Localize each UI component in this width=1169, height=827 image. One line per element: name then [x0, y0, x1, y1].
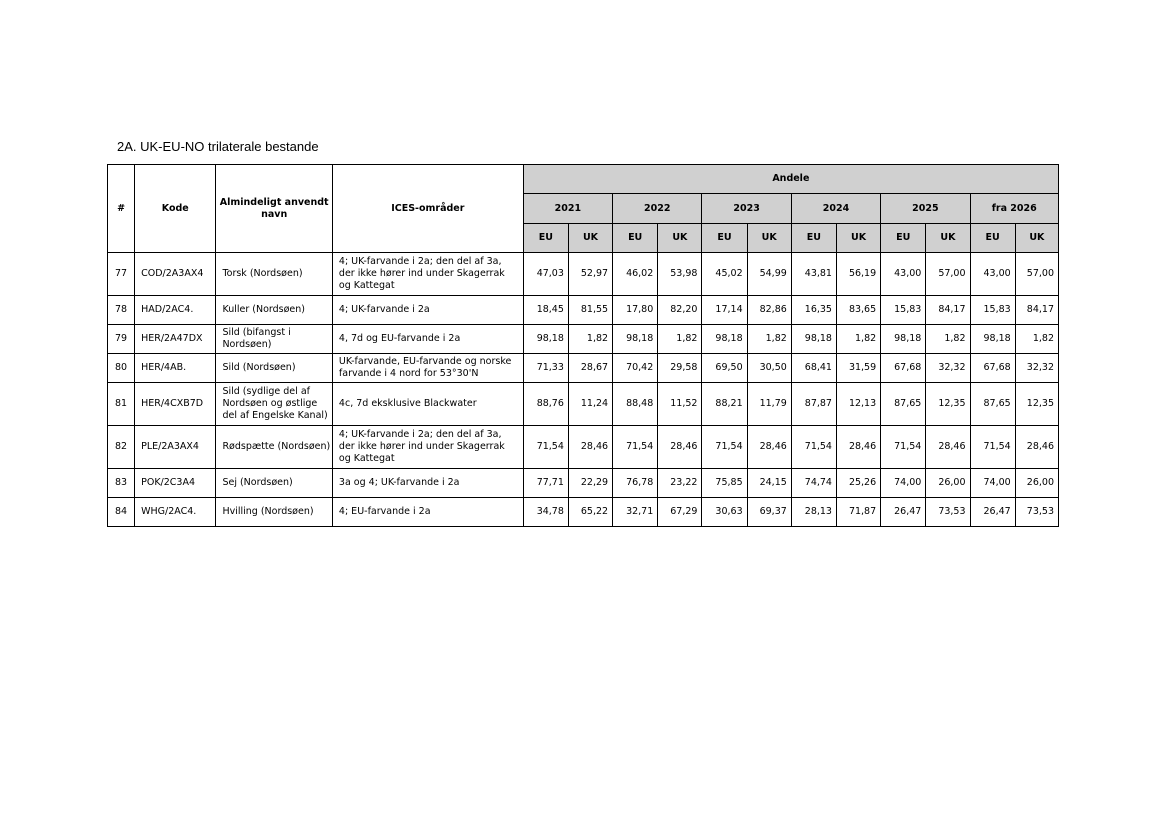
share-uk-cell: 1,82	[568, 325, 612, 354]
share-uk-cell: 28,46	[568, 426, 612, 469]
row-number: 77	[108, 253, 135, 296]
share-eu-cell: 88,76	[523, 383, 568, 426]
share-eu-cell: 26,47	[970, 498, 1015, 527]
share-uk-cell: 11,52	[658, 383, 702, 426]
header-common-name: Almindeligt anvendt navn	[216, 165, 332, 253]
table-row	[108, 383, 1059, 426]
share-eu-cell: 68,41	[791, 354, 836, 383]
share-uk-cell: 1,82	[926, 325, 970, 354]
share-eu-cell: 74,00	[881, 469, 926, 498]
share-eu-cell: 46,02	[613, 253, 658, 296]
share-eu-cell: 76,78	[613, 469, 658, 498]
share-uk-cell: 26,00	[1015, 469, 1058, 498]
share-uk-cell: 22,29	[568, 469, 612, 498]
header-shares: Andele	[523, 165, 1058, 194]
share-eu-cell: 17,14	[702, 296, 747, 325]
share-uk-cell: 56,19	[836, 253, 880, 296]
row-code: POK/2C3A4	[135, 469, 216, 498]
header-year: 2024	[791, 194, 880, 224]
share-uk-cell: 82,20	[658, 296, 702, 325]
row-code: HER/4AB.	[135, 354, 216, 383]
share-uk-cell: 84,17	[1015, 296, 1058, 325]
share-eu-cell: 43,81	[791, 253, 836, 296]
share-uk-cell: 57,00	[926, 253, 970, 296]
header-code: Kode	[135, 165, 216, 253]
share-uk-cell: 30,50	[747, 354, 791, 383]
header-number: #	[108, 165, 135, 253]
share-eu-cell: 43,00	[970, 253, 1015, 296]
section-title: 2A. UK-EU-NO trilaterale bestande	[117, 139, 319, 154]
header-eu: EU	[881, 224, 926, 253]
row-ices-area: 4, 7d og EU-farvande i 2a	[332, 325, 523, 354]
header-uk: UK	[658, 224, 702, 253]
header-eu: EU	[523, 224, 568, 253]
share-eu-cell: 28,13	[791, 498, 836, 527]
row-code: HAD/2AC4.	[135, 296, 216, 325]
share-uk-cell: 24,15	[747, 469, 791, 498]
share-uk-cell: 69,37	[747, 498, 791, 527]
row-ices-area: 4; UK-farvande i 2a	[332, 296, 523, 325]
share-eu-cell: 17,80	[613, 296, 658, 325]
share-eu-cell: 32,71	[613, 498, 658, 527]
share-uk-cell: 81,55	[568, 296, 612, 325]
row-common-name: Torsk (Nordsøen)	[216, 253, 332, 296]
share-eu-cell: 70,42	[613, 354, 658, 383]
share-uk-cell: 11,24	[568, 383, 612, 426]
share-eu-cell: 88,48	[613, 383, 658, 426]
share-uk-cell: 28,46	[658, 426, 702, 469]
share-uk-cell: 54,99	[747, 253, 791, 296]
share-uk-cell: 12,35	[926, 383, 970, 426]
share-eu-cell: 74,74	[791, 469, 836, 498]
share-uk-cell: 32,32	[926, 354, 970, 383]
row-ices-area: UK-farvande, EU-farvande og norske farvande i 4 nord for 53°30'N	[332, 354, 523, 383]
table-row	[108, 253, 1059, 296]
header-uk: UK	[747, 224, 791, 253]
share-eu-cell: 30,63	[702, 498, 747, 527]
share-uk-cell: 28,46	[747, 426, 791, 469]
row-common-name: Hvilling (Nordsøen)	[216, 498, 332, 527]
row-common-name: Rødspætte (Nordsøen)	[216, 426, 332, 469]
share-eu-cell: 45,02	[702, 253, 747, 296]
share-eu-cell: 15,83	[881, 296, 926, 325]
header-eu: EU	[791, 224, 836, 253]
share-uk-cell: 71,87	[836, 498, 880, 527]
table-row	[108, 325, 1059, 354]
row-number: 80	[108, 354, 135, 383]
header-year: 2025	[881, 194, 970, 224]
row-number: 78	[108, 296, 135, 325]
header-uk: UK	[1015, 224, 1058, 253]
table-row	[108, 426, 1059, 469]
share-uk-cell: 12,13	[836, 383, 880, 426]
share-uk-cell: 1,82	[1015, 325, 1058, 354]
table-row	[108, 469, 1059, 498]
header-year: 2021	[523, 194, 612, 224]
table-row	[108, 498, 1059, 527]
header-uk: UK	[836, 224, 880, 253]
share-uk-cell: 25,26	[836, 469, 880, 498]
share-eu-cell: 74,00	[970, 469, 1015, 498]
row-number: 83	[108, 469, 135, 498]
share-eu-cell: 16,35	[791, 296, 836, 325]
share-uk-cell: 1,82	[658, 325, 702, 354]
header-uk: UK	[926, 224, 970, 253]
header-ices-areas: ICES-områder	[332, 165, 523, 253]
header-eu: EU	[613, 224, 658, 253]
row-ices-area: 3a og 4; UK-farvande i 2a	[332, 469, 523, 498]
row-code: WHG/2AC4.	[135, 498, 216, 527]
share-uk-cell: 29,58	[658, 354, 702, 383]
share-eu-cell: 98,18	[881, 325, 926, 354]
share-eu-cell: 26,47	[881, 498, 926, 527]
share-eu-cell: 71,54	[881, 426, 926, 469]
share-eu-cell: 47,03	[523, 253, 568, 296]
share-eu-cell: 67,68	[881, 354, 926, 383]
share-uk-cell: 52,97	[568, 253, 612, 296]
share-eu-cell: 87,87	[791, 383, 836, 426]
share-uk-cell: 84,17	[926, 296, 970, 325]
table-row	[108, 296, 1059, 325]
share-eu-cell: 98,18	[702, 325, 747, 354]
share-eu-cell: 67,68	[970, 354, 1015, 383]
share-uk-cell: 1,82	[747, 325, 791, 354]
share-eu-cell: 98,18	[791, 325, 836, 354]
row-ices-area: 4; EU-farvande i 2a	[332, 498, 523, 527]
share-uk-cell: 57,00	[1015, 253, 1058, 296]
row-code: HER/4CXB7D	[135, 383, 216, 426]
share-eu-cell: 69,50	[702, 354, 747, 383]
share-uk-cell: 73,53	[926, 498, 970, 527]
share-uk-cell: 12,35	[1015, 383, 1058, 426]
share-uk-cell: 23,22	[658, 469, 702, 498]
trilateral-stocks-table	[107, 164, 1059, 527]
share-uk-cell: 83,65	[836, 296, 880, 325]
share-uk-cell: 73,53	[1015, 498, 1058, 527]
row-number: 81	[108, 383, 135, 426]
header-eu: EU	[970, 224, 1015, 253]
header-year: 2023	[702, 194, 791, 224]
share-eu-cell: 43,00	[881, 253, 926, 296]
share-uk-cell: 1,82	[836, 325, 880, 354]
share-eu-cell: 34,78	[523, 498, 568, 527]
table-row	[108, 354, 1059, 383]
share-eu-cell: 98,18	[523, 325, 568, 354]
share-eu-cell: 77,71	[523, 469, 568, 498]
share-eu-cell: 71,54	[791, 426, 836, 469]
share-eu-cell: 75,85	[702, 469, 747, 498]
table-body	[108, 253, 1059, 527]
share-eu-cell: 71,54	[523, 426, 568, 469]
header-uk: UK	[568, 224, 612, 253]
row-common-name: Sej (Nordsøen)	[216, 469, 332, 498]
row-ices-area: 4c, 7d eksklusive Blackwater	[332, 383, 523, 426]
share-uk-cell: 26,00	[926, 469, 970, 498]
row-code: PLE/2A3AX4	[135, 426, 216, 469]
row-common-name: Sild (sydlige del af Nordsøen og østlige del af Engelske Kanal)	[216, 383, 332, 426]
row-ices-area: 4; UK-farvande i 2a; den del af 3a, der ikke hører ind under Skagerrak og Kattegat	[332, 426, 523, 469]
row-common-name: Sild (Nordsøen)	[216, 354, 332, 383]
share-uk-cell: 28,46	[836, 426, 880, 469]
share-uk-cell: 67,29	[658, 498, 702, 527]
share-eu-cell: 18,45	[523, 296, 568, 325]
share-uk-cell: 28,46	[1015, 426, 1058, 469]
share-eu-cell: 71,54	[970, 426, 1015, 469]
header-year: fra 2026	[970, 194, 1058, 224]
share-eu-cell: 98,18	[613, 325, 658, 354]
share-uk-cell: 65,22	[568, 498, 612, 527]
row-common-name: Sild (bifangst i Nordsøen)	[216, 325, 332, 354]
row-number: 82	[108, 426, 135, 469]
row-code: COD/2A3AX4	[135, 253, 216, 296]
share-eu-cell: 71,33	[523, 354, 568, 383]
header-eu: EU	[702, 224, 747, 253]
row-ices-area: 4; UK-farvande i 2a; den del af 3a, der ikke hører ind under Skagerrak og Kattegat	[332, 253, 523, 296]
row-code: HER/2A47DX	[135, 325, 216, 354]
share-uk-cell: 32,32	[1015, 354, 1058, 383]
row-number: 79	[108, 325, 135, 354]
share-uk-cell: 53,98	[658, 253, 702, 296]
share-uk-cell: 28,46	[926, 426, 970, 469]
row-common-name: Kuller (Nordsøen)	[216, 296, 332, 325]
share-eu-cell: 71,54	[613, 426, 658, 469]
share-eu-cell: 88,21	[702, 383, 747, 426]
share-uk-cell: 31,59	[836, 354, 880, 383]
share-eu-cell: 71,54	[702, 426, 747, 469]
share-uk-cell: 28,67	[568, 354, 612, 383]
share-eu-cell: 87,65	[881, 383, 926, 426]
share-eu-cell: 15,83	[970, 296, 1015, 325]
header-year: 2022	[613, 194, 702, 224]
share-uk-cell: 11,79	[747, 383, 791, 426]
share-uk-cell: 82,86	[747, 296, 791, 325]
share-eu-cell: 87,65	[970, 383, 1015, 426]
share-eu-cell: 98,18	[970, 325, 1015, 354]
row-number: 84	[108, 498, 135, 527]
